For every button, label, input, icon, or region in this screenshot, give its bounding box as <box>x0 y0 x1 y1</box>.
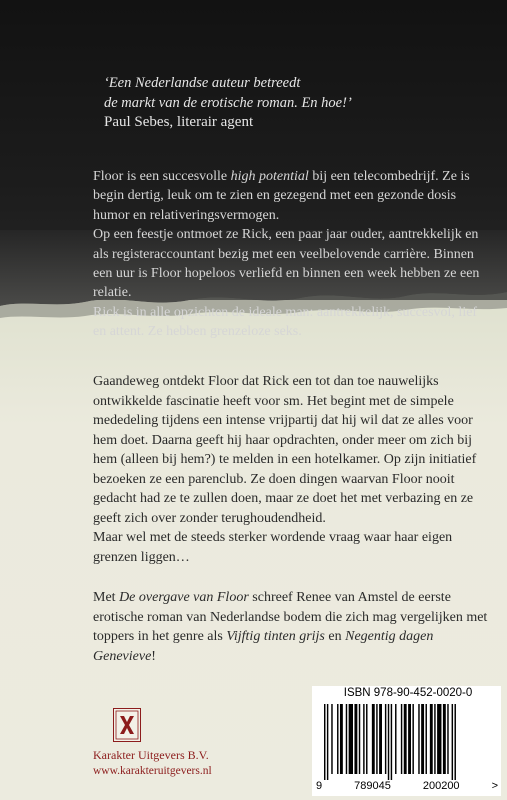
book-title: De overgave van Floor <box>119 590 249 605</box>
barcode-digits <box>316 780 498 792</box>
quote-line-1: ‘Een Nederlandse auteur betreedt <box>104 75 301 91</box>
barcode-bar <box>447 704 448 774</box>
barcode-bar <box>434 704 435 774</box>
blurb-text: schreef Renee van Amstel de eerste erotische roman van Nederlandse bodem die zich mag vergelijken met toppers in het genre als <box>93 590 488 644</box>
blurb-intro <box>93 167 483 342</box>
barcode-panel <box>312 686 501 796</box>
barcode-bar <box>324 704 325 780</box>
barcode-bar <box>430 704 433 774</box>
barcode-bar <box>412 704 413 774</box>
blurb-middle <box>93 372 488 567</box>
barcode-bars <box>324 704 494 780</box>
barcode-bar <box>401 704 402 774</box>
barcode-bar <box>372 704 375 774</box>
barcode-digit-group: > <box>491 780 498 792</box>
barcode-digit-group: 789045 <box>354 780 391 792</box>
barcode-bar <box>385 704 386 774</box>
blurb-paragraph: Op een feestje ontmoet ze Rick, een paar jaar ouder, aantrekkelijk en als registeraccountant bezig met een veelbelovende carrière. Binnen een uur is Floor hopeloos verliefd en binnen een week hebben ze een relatie. <box>93 227 480 301</box>
blurb-text: en <box>324 629 346 644</box>
barcode-bar <box>349 704 353 774</box>
quote-author: Paul Sebes, literair agent <box>104 114 254 130</box>
barcode-bar <box>391 704 392 780</box>
blurb-emphasis: high potential <box>230 169 309 184</box>
barcode-bar <box>443 704 446 774</box>
barcode-bar <box>404 704 407 774</box>
blurb-paragraph: Maar wel met de steeds sterker wordende vraag waar haar eigen grenzen liggen… <box>93 530 453 565</box>
barcode-bar <box>340 704 343 774</box>
blurb-paragraph <box>93 588 493 666</box>
publisher-name: Karakter Uitgevers B.V. <box>93 748 209 762</box>
blurb-paragraph: Gaandeweg ontdekt Floor dat Rick een tot dan toe nauwelijks ontwikkelde fascinatie heeft voor sm. Het begint met de simpele mededeling tijdens een intense vrijpartij dat hij wil dat ze alles voor hem doet. Daarna geeft hij haar opdrachten, onder meer om zich bij hem (alleen bij hem?) te melden in een hotelkamer. Op zijn initiatief bezoeken ze een parenclub. Ze doen dingen waarvan Floor nooit gedacht had ze te zullen doen, maar ze doet het met verbazing en ze geeft zich over zonder terughoudendheid. <box>93 374 477 526</box>
barcode-bar <box>379 704 382 774</box>
blurb-text: Met <box>93 590 120 605</box>
barcode-bar <box>418 704 419 774</box>
barcode-bar <box>388 704 389 780</box>
barcode-digit-group: 200200 <box>422 780 460 792</box>
blurb-text: ! <box>151 648 156 664</box>
barcode-bar <box>426 704 427 774</box>
barcode-bar <box>354 704 357 774</box>
barcode-bar <box>437 704 441 774</box>
barcode-bar <box>395 704 396 774</box>
barcode-bar <box>363 704 364 774</box>
barcode-bar <box>331 704 332 774</box>
barcode-bar <box>366 704 367 774</box>
isbn-label: ISBN 978-90-452-0020-0 <box>343 687 473 699</box>
barcode-bar <box>452 704 453 780</box>
blurb-text: bij een telecombedrijf. Ze is begin dertig, leuk om te zien en gezegend met een gezonde dosis humor en relativeringsvermogen. <box>93 169 470 223</box>
quote-line-2: de markt van de erotische roman. En hoe!’ <box>104 94 352 111</box>
publisher-logo-icon <box>113 708 141 742</box>
barcode-bar <box>359 704 360 774</box>
barcode-bar <box>346 704 347 774</box>
barcode-bar <box>421 704 424 774</box>
barcode-bar <box>408 704 411 774</box>
barcode-bar <box>337 704 338 774</box>
barcode-bar <box>376 704 377 774</box>
barcode-digit-group: 9 <box>316 780 323 792</box>
blurb-text: Floor is een succesvolle <box>93 169 231 184</box>
blurb-closing <box>93 588 493 666</box>
blurb-paragraph <box>93 167 483 225</box>
barcode-bar <box>455 704 456 780</box>
blurb-paragraph: Rick is in alle opzichten de ideale man: aantrekkelijk, succesvol, lief en attent. Ze hebben grenzeloze seks. <box>93 304 478 340</box>
reference-title: Vijftig tinten grijs <box>226 629 325 644</box>
barcode-bar <box>327 704 328 780</box>
publisher-url: www.karakteruitgevers.nl <box>93 765 212 777</box>
reference-title: Negentig dagen Genevieve <box>93 629 434 664</box>
review-quote <box>104 74 464 133</box>
